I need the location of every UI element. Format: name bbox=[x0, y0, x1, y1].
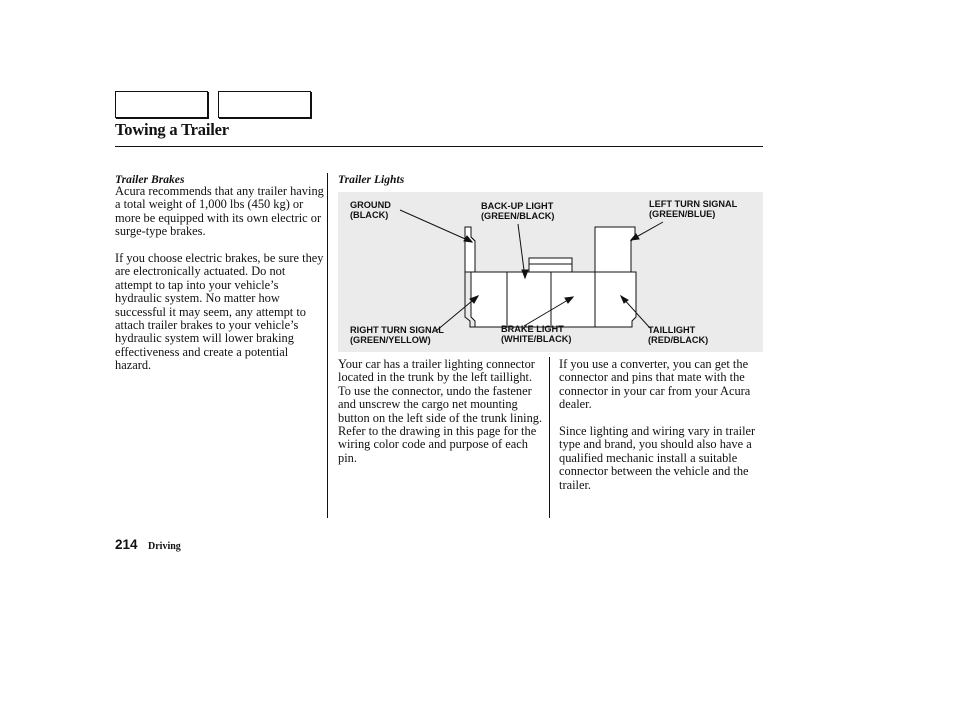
backup-label-color: (GREEN/BLACK) bbox=[481, 211, 555, 222]
left-turn-label-color: (GREEN/BLUE) bbox=[649, 209, 716, 220]
brake-light-label bbox=[501, 324, 571, 345]
page-number: 214 bbox=[115, 537, 138, 552]
right-turn-label-color: (GREEN/YELLOW) bbox=[350, 335, 431, 346]
backup-light-label bbox=[481, 201, 555, 222]
taillight-label-name: TAILLIGHT bbox=[648, 325, 696, 335]
right-turn-label-name: RIGHT TURN SIGNAL bbox=[350, 325, 444, 335]
paragraph: If you choose electric brakes, be sure they are electronically actuated. Do not attempt to tap into your vehicle’s hydraulic system. No matter how successful it may seem, any attempt to attach trailer brakes to your vehicle’s hydraulic system will lower braking effectiveness and create a potential hazard. bbox=[115, 251, 324, 373]
nav-tab-box-1[interactable] bbox=[115, 91, 208, 118]
nav-tab-box-2[interactable] bbox=[218, 91, 311, 118]
ground-label-color: (BLACK) bbox=[350, 210, 389, 221]
brake-label-name: BRAKE LIGHT bbox=[501, 324, 564, 334]
trailer-lights-heading: Trailer Lights bbox=[338, 173, 405, 186]
middle-column bbox=[338, 358, 546, 465]
section-name: Driving bbox=[148, 541, 181, 552]
left-turn-signal-label bbox=[649, 199, 737, 220]
backup-label-name: BACK-UP LIGHT bbox=[481, 201, 554, 211]
ground-label bbox=[350, 200, 391, 221]
trailer-lights-diagram bbox=[338, 192, 763, 352]
trailer-brakes-heading: Trailer Brakes bbox=[115, 173, 185, 186]
paragraph: Since lighting and wiring vary in trailer type and brand, you should also have a qualified mechanic install a suitable connector between the vehicle and the trailer. bbox=[559, 424, 756, 492]
page-title: Towing a Trailer bbox=[115, 120, 229, 139]
right-column bbox=[559, 358, 765, 492]
column-divider-2 bbox=[549, 357, 550, 518]
left-column bbox=[115, 185, 325, 373]
column-divider-1 bbox=[327, 173, 328, 518]
paragraph: If you use a converter, you can get the connector and pins that mate with the connector in your car from your Acura dealer. bbox=[559, 357, 751, 412]
brake-label-color: (WHITE/BLACK) bbox=[501, 334, 572, 345]
taillight-label-color: (RED/BLACK) bbox=[648, 335, 709, 346]
paragraph: Acura recommends that any trailer having a total weight of 1,000 lbs (450 kg) or more be equipped with its own electric or surge-type brakes. bbox=[115, 184, 324, 239]
taillight-label bbox=[648, 325, 708, 346]
right-turn-signal-label bbox=[350, 325, 444, 346]
title-rule bbox=[115, 146, 763, 147]
paragraph: Your car has a trailer lighting connector located in the trunk by the left taillight. To use the connector, undo the fastener and unscrew the cargo net mounting button on the left side of the trunk lining. Refer to the drawing in this page for the wiring color code and purpose of each pin. bbox=[338, 357, 543, 465]
left-turn-label-name: LEFT TURN SIGNAL bbox=[649, 199, 738, 209]
ground-label-name: GROUND bbox=[350, 200, 391, 210]
